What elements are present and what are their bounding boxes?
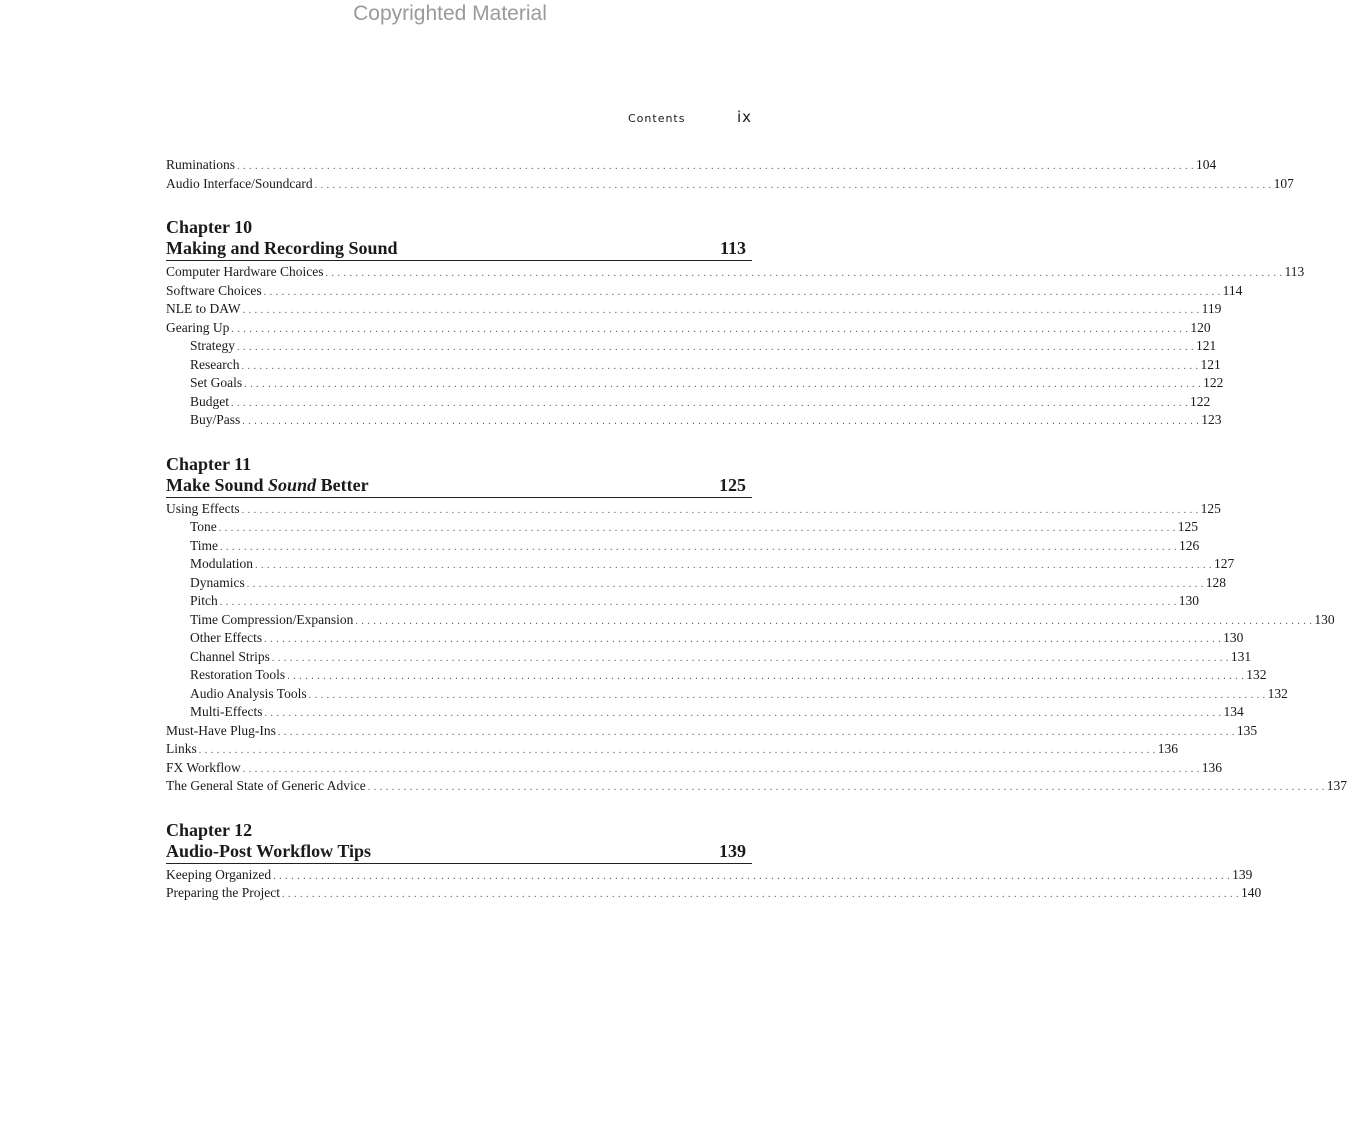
toc-entry-title: Audio Analysis Tools xyxy=(190,685,307,701)
toc-entry-title: Links xyxy=(166,741,197,756)
toc-entry[interactable] xyxy=(166,629,1244,648)
chapter-section xyxy=(166,453,1348,796)
toc-entry-page: 104 xyxy=(1196,157,1217,172)
toc-entry-page: 130 xyxy=(1178,593,1200,608)
chapter-title-row[interactable] xyxy=(166,474,752,498)
dot-leader: . . . . . . . . . . . . . . . . . . . . . . . . . . . . . . . . . . . . . . . . . . . . . . . . . . . . . . . . . . . . . . . . . . . . . . . . . . . . . . . . . . . . . . . . . . . . . . . . . . . . . . . . . . . . . . . . . . . . . . . . . . . . . . . . . . . . . . . . . . . . . . . . . . . . . . . . . . . . . . . . xyxy=(263,286,1221,298)
toc-entry-title: Strategy xyxy=(190,338,235,353)
toc-entry[interactable] xyxy=(166,518,1199,537)
toc-entry[interactable] xyxy=(166,175,1294,194)
dot-leader: . . . . . . . . . . . . . . . . . . . . . . . . . . . . . . . . . . . . . . . . . . . . . . . . . . . . . . . . . . . . . . . . . . . . . . . . . . . . . . . . . . . . . . . . . . . . . . . . . . . . . . . . . . . . . . . . . . . . . . . . . . . . . . . . . . . . . . . . . . . . . . . . . . . . . . . . . . . . . . . . xyxy=(242,416,1200,427)
toc-entry[interactable] xyxy=(166,777,1348,796)
toc-entry-title: Set Goals xyxy=(190,375,243,390)
running-head xyxy=(628,108,752,126)
toc-entry[interactable] xyxy=(166,574,1226,593)
toc-entry[interactable] xyxy=(166,411,1222,430)
toc-entry-title: Preparing the Project xyxy=(166,885,280,900)
toc-entry-page: 132 xyxy=(1246,667,1267,682)
toc-entry-page: 139 xyxy=(1232,866,1253,882)
toc-entry-title: Software Choices xyxy=(166,282,262,298)
toc-entry-page: 136 xyxy=(1201,759,1223,775)
dot-leader: . . . . . . . . . . . . . . . . . . . . . . . . . . . . . . . . . . . . . . . . . . . . . . . . . . . . . . . . . . . . . . . . . . . . . . . . . . . . . . . . . . . . . . . . . . . . . . . . . . . . . . . . . . . . . . . . . . . . . . . . . . . . . . . . . . . . . . . . . . . . . . . . . . . . . . . . . . . . . . . . xyxy=(237,342,1194,353)
toc-entry[interactable] xyxy=(166,356,1221,375)
toc-entry-title: Research xyxy=(190,356,240,372)
toc-entry-page: 132 xyxy=(1267,685,1288,701)
toc-entry-page: 137 xyxy=(1326,778,1348,793)
toc-entry-page: 127 xyxy=(1214,556,1235,571)
chapter-title: Making and Recording Sound xyxy=(166,238,398,258)
toc-entry[interactable] xyxy=(166,300,1222,319)
toc-entry[interactable] xyxy=(166,555,1235,574)
toc-entry-title: Dynamics xyxy=(190,574,245,590)
dot-leader: . . . . . . . . . . . . . . . . . . . . . . . . . . . . . . . . . . . . . . . . . . . . . . . . . . . . . . . . . . . . . . . . . . . . . . . . . . . . . . . . . . . . . . . . . . . . . . . . . . . . . . . . . . . . . . . . . . . . . . . . . . . . . . . . . . . . . . . . . . . . . . . . . . . . . . . . . . . . . . . . xyxy=(241,504,1199,516)
toc-entry[interactable] xyxy=(166,685,1288,704)
toc-entry-page: 130 xyxy=(1223,630,1244,645)
toc-entry-page: 128 xyxy=(1205,574,1226,590)
toc-entry-title: Restoration Tools xyxy=(190,667,286,682)
toc-entry-page: 135 xyxy=(1236,722,1258,738)
dot-leader: . . . . . . . . . . . . . . . . . . . . . . . . . . . . . . . . . . . . . . . . . . . . . . . . . . . . . . . . . . . . . . . . . . . . . . . . . . . . . . . . . . . . . . . . . . . . . . . . . . . . . . . . . . . . . . . . . . . . . . . . . . . . . . . . . . . . . . . . . . . . . . . . . . . . . . . . . . . . . . . . xyxy=(231,323,1189,335)
chapter-page: 125 xyxy=(719,474,746,495)
dot-leader: . . . . . . . . . . . . . . . . . . . . . . . . . . . . . . . . . . . . . . . . . . . . . . . . . . . . . . . . . . . . . . . . . . . . . . . . . . . . . . . . . . . . . . . . . . . . . . . . . . . . . . . . . . . . . . . . . . . . . . . . . . . . . . . . . . . . . . . . . . . . . . . . . . . . . . . . . . . . . . . . xyxy=(220,541,1178,553)
toc-entry[interactable] xyxy=(166,611,1335,630)
toc-entry[interactable] xyxy=(166,648,1252,667)
dot-leader: . . . . . . . . . . . . . . . . . . . . . . . . . . . . . . . . . . . . . . . . . . . . . . . . . . . . . . . . . . . . . . . . . . . . . . . . . . . . . . . . . . . . . . . . . . . . . . . . . . . . . . . . . . . . . . . . . . . . . . . . . . . . . . . . . . . . . . . . . . . . . . . . . . . . . . . . . . . . . . . . xyxy=(237,161,1195,172)
dot-leader: . . . . . . . . . . . . . . . . . . . . . . . . . . . . . . . . . . . . . . . . . . . . . . . . . . . . . . . . . . . . . . . . . . . . . . . . . . . . . . . . . . . . . . . . . . . . . . . . . . . . . . . . . . . . . . . . . . . . . . . . . . . . . . . . . . . . . . . . . . . . . . . . . . . . . . . . . . . . . . . . xyxy=(367,782,1325,793)
toc-entry[interactable] xyxy=(166,884,1262,903)
toc-entry-title: Other Effects xyxy=(190,630,263,645)
dot-leader: . . . . . . . . . . . . . . . . . . . . . . . . . . . . . . . . . . . . . . . . . . . . . . . . . . . . . . . . . . . . . . . . . . . . . . . . . . . . . . . . . . . . . . . . . . . . . . . . . . . . . . . . . . . . . . . . . . . . . . . . . . . . . . . . . . . . . . . . . . . . . . . . . . . . . . . . . . . . . . . . xyxy=(277,726,1235,738)
dot-leader: . . . . . . . . . . . . . . . . . . . . . . . . . . . . . . . . . . . . . . . . . . . . . . . . . . . . . . . . . . . . . . . . . . . . . . . . . . . . . . . . . . . . . . . . . . . . . . . . . . . . . . . . . . . . . . . . . . . . . . . . . . . . . . . . . . . . . . . . . . . . . . . . . . . . . . . . . . . . . . . . xyxy=(264,708,1222,719)
toc-entry-page: 130 xyxy=(1314,611,1335,627)
dot-leader: . . . . . . . . . . . . . . . . . . . . . . . . . . . . . . . . . . . . . . . . . . . . . . . . . . . . . . . . . . . . . . . . . . . . . . . . . . . . . . . . . . . . . . . . . . . . . . . . . . . . . . . . . . . . . . . . . . . . . . . . . . . . . . . . . . . . . . . . . . . . . . . . . . . . . . . . . . . . . . . . xyxy=(246,578,1204,590)
chapter-section xyxy=(166,217,1305,430)
toc-entry-title: Tone xyxy=(190,519,217,534)
toc-entry[interactable] xyxy=(166,759,1223,778)
toc-entry-title: Channel Strips xyxy=(190,648,270,664)
dot-leader: . . . . . . . . . . . . . . . . . . . . . . . . . . . . . . . . . . . . . . . . . . . . . . . . . . . . . . . . . . . . . . . . . . . . . . . . . . . . . . . . . . . . . . . . . . . . . . . . . . . . . . . . . . . . . . . . . . . . . . . . . . . . . . . . . . . . . . . . . . . . . . . . . . . . . . . . . . . . . . . . xyxy=(281,889,1239,900)
dot-leader: . . . . . . . . . . . . . . . . . . . . . . . . . . . . . . . . . . . . . . . . . . . . . . . . . . . . . . . . . . . . . . . . . . . . . . . . . . . . . . . . . . . . . . . . . . . . . . . . . . . . . . . . . . . . . . . . . . . . . . . . . . . . . . . . . . . . . . . . . . . . . . . . . . . . . . . . . . . . . . . . xyxy=(287,671,1245,682)
dot-leader: . . . . . . . . . . . . . . . . . . . . . . . . . . . . . . . . . . . . . . . . . . . . . . . . . . . . . . . . . . . . . . . . . . . . . . . . . . . . . . . . . . . . . . . . . . . . . . . . . . . . . . . . . . . . . . . . . . . . . . . . . . . . . . . . . . . . . . . . . . . . . . . . . . . . . . . . . . . . . . . . xyxy=(219,597,1177,608)
toc-entry-page: 136 xyxy=(1157,741,1179,756)
dot-leader: . . . . . . . . . . . . . . . . . . . . . . . . . . . . . . . . . . . . . . . . . . . . . . . . . . . . . . . . . . . . . . . . . . . . . . . . . . . . . . . . . . . . . . . . . . . . . . . . . . . . . . . . . . . . . . . . . . . . . . . . . . . . . . . . . . . . . . . . . . . . . . . . . . . . . . . . . . . . . . . . xyxy=(355,615,1313,627)
dot-leader: . . . . . . . . . . . . . . . . . . . . . . . . . . . . . . . . . . . . . . . . . . . . . . . . . . . . . . . . . . . . . . . . . . . . . . . . . . . . . . . . . . . . . . . . . . . . . . . . . . . . . . . . . . . . . . . . . . . . . . . . . . . . . . . . . . . . . . . . . . . . . . . . . . . . . . . . . . . . . . . . xyxy=(271,652,1229,664)
chapter-label: Chapter 11 xyxy=(166,453,252,474)
toc-entry[interactable] xyxy=(166,337,1217,356)
toc-entry-page: 125 xyxy=(1177,519,1199,534)
toc-entry-title: Must-Have Plug-Ins xyxy=(166,722,276,738)
chapter-title-row[interactable] xyxy=(166,237,752,261)
toc-entry[interactable] xyxy=(166,374,1224,393)
dot-leader: . . . . . . . . . . . . . . . . . . . . . . . . . . . . . . . . . . . . . . . . . . . . . . . . . . . . . . . . . . . . . . . . . . . . . . . . . . . . . . . . . . . . . . . . . . . . . . . . . . . . . . . . . . . . . . . . . . . . . . . . . . . . . . . . . . . . . . . . . . . . . . . . . . . . . . . . . . . . . . . . xyxy=(231,397,1188,409)
toc-entry-page: 114 xyxy=(1222,282,1243,298)
dot-leader: . . . . . . . . . . . . . . . . . . . . . . . . . . . . . . . . . . . . . . . . . . . . . . . . . . . . . . . . . . . . . . . . . . . . . . . . . . . . . . . . . . . . . . . . . . . . . . . . . . . . . . . . . . . . . . . . . . . . . . . . . . . . . . . . . . . . . . . . . . . . . . . . . . . . . . . . . . . . . . . . xyxy=(325,268,1283,279)
running-head-label: Contents xyxy=(628,112,686,125)
toc-entry-page: 121 xyxy=(1200,356,1221,372)
toc-entry-title: Keeping Organized xyxy=(166,866,272,882)
toc-entry[interactable] xyxy=(166,282,1243,301)
copyright-watermark: Copyrighted Material xyxy=(353,2,547,25)
toc-entry-title: Buy/Pass xyxy=(190,412,241,427)
toc-entry[interactable] xyxy=(166,156,1217,175)
chapter-page: 113 xyxy=(719,238,746,258)
toc-entry[interactable] xyxy=(166,319,1211,338)
toc-entry-page: 119 xyxy=(1201,301,1222,316)
toc-entry-title: Ruminations xyxy=(166,157,236,172)
toc-entry[interactable] xyxy=(166,866,1253,885)
toc-entry[interactable] xyxy=(166,592,1200,611)
toc-entry-title: The General State of Generic Advice xyxy=(166,778,366,793)
toc-entry-title: FX Workflow xyxy=(166,759,241,775)
chapter-label: Chapter 12 xyxy=(166,819,253,840)
dot-leader: . . . . . . . . . . . . . . . . . . . . . . . . . . . . . . . . . . . . . . . . . . . . . . . . . . . . . . . . . . . . . . . . . . . . . . . . . . . . . . . . . . . . . . . . . . . . . . . . . . . . . . . . . . . . . . . . . . . . . . . . . . . . . . . . . . . . . . . . . . . . . . . . . . . . . . . . . . . . . . . . xyxy=(218,523,1176,534)
chapter-title-emphasis: Sound xyxy=(268,474,317,495)
toc-entry-page: 122 xyxy=(1190,393,1211,409)
toc-entry-page: 125 xyxy=(1200,500,1221,516)
dot-leader: . . . . . . . . . . . . . . . . . . . . . . . . . . . . . . . . . . . . . . . . . . . . . . . . . . . . . . . . . . . . . . . . . . . . . . . . . . . . . . . . . . . . . . . . . . . . . . . . . . . . . . . . . . . . . . . . . . . . . . . . . . . . . . . . . . . . . . . . . . . . . . . . . . . . . . . . . . . . . . . . xyxy=(314,179,1272,191)
toc-entry[interactable] xyxy=(166,666,1267,685)
toc-entry-page: 122 xyxy=(1203,375,1224,390)
dot-leader: . . . . . . . . . . . . . . . . . . . . . . . . . . . . . . . . . . . . . . . . . . . . . . . . . . . . . . . . . . . . . . . . . . . . . . . . . . . . . . . . . . . . . . . . . . . . . . . . . . . . . . . . . . . . . . . . . . . . . . . . . . . . . . . . . . . . . . . . . . . . . . . . . . . . . . . . . . . . . . . . xyxy=(244,379,1202,390)
toc-entry-title: Multi-Effects xyxy=(190,704,263,719)
toc-entry-title: Modulation xyxy=(190,556,253,571)
toc-entry[interactable] xyxy=(166,537,1200,556)
toc-entry-title: Pitch xyxy=(190,593,218,608)
toc-entry-title: Using Effects xyxy=(166,500,240,516)
toc-entry[interactable] xyxy=(166,393,1211,412)
dot-leader: . . . . . . . . . . . . . . . . . . . . . . . . . . . . . . . . . . . . . . . . . . . . . . . . . . . . . . . . . . . . . . . . . . . . . . . . . . . . . . . . . . . . . . . . . . . . . . . . . . . . . . . . . . . . . . . . . . . . . . . . . . . . . . . . . . . . . . . . . . . . . . . . . . . . . . . . . . . . . . . . xyxy=(242,305,1200,316)
chapter-title-row[interactable] xyxy=(166,840,752,864)
chapter-title: Audio-Post Workflow Tips xyxy=(166,840,372,861)
chapter-section xyxy=(166,819,1262,903)
dot-leader: . . . . . . . . . . . . . . . . . . . . . . . . . . . . . . . . . . . . . . . . . . . . . . . . . . . . . . . . . . . . . . . . . . . . . . . . . . . . . . . . . . . . . . . . . . . . . . . . . . . . . . . . . . . . . . . . . . . . . . . . . . . . . . . . . . . . . . . . . . . . . . . . . . . . . . . . . . . . . . . . xyxy=(273,870,1231,882)
toc-entry[interactable] xyxy=(166,722,1258,741)
chapter-title: Make Sound Sound Better xyxy=(166,474,369,495)
chapter-page: 139 xyxy=(719,840,746,861)
chapter-label: Chapter 10 xyxy=(166,217,253,237)
toc-entry-title: Budget xyxy=(190,393,229,409)
toc-entry-title: Computer Hardware Choices xyxy=(166,264,324,279)
toc-entry[interactable] xyxy=(166,703,1244,722)
continued-entries xyxy=(166,156,1294,193)
dot-leader: . . . . . . . . . . . . . . . . . . . . . . . . . . . . . . . . . . . . . . . . . . . . . . . . . . . . . . . . . . . . . . . . . . . . . . . . . . . . . . . . . . . . . . . . . . . . . . . . . . . . . . . . . . . . . . . . . . . . . . . . . . . . . . . . . . . . . . . . . . . . . . . . . . . . . . . . . . . . . . . . xyxy=(264,634,1222,645)
toc-entry-title: NLE to DAW xyxy=(166,301,241,316)
toc-entry-page: 107 xyxy=(1273,175,1294,191)
toc-entry-title: Audio Interface/Soundcard xyxy=(166,175,313,191)
page-number: ix xyxy=(736,108,752,126)
toc-entry-page: 121 xyxy=(1196,338,1217,353)
toc-entry-title: Gearing Up xyxy=(166,319,230,335)
toc-entry[interactable] xyxy=(166,740,1179,759)
dot-leader: . . . . . . . . . . . . . . . . . . . . . . . . . . . . . . . . . . . . . . . . . . . . . . . . . . . . . . . . . . . . . . . . . . . . . . . . . . . . . . . . . . . . . . . . . . . . . . . . . . . . . . . . . . . . . . . . . . . . . . . . . . . . . . . . . . . . . . . . . . . . . . . . . . . . . . . . . . . . . . . . xyxy=(308,689,1266,701)
toc-entry-title: Time xyxy=(190,537,219,553)
toc-entry-page: 123 xyxy=(1201,412,1222,427)
toc-entry[interactable] xyxy=(166,263,1305,282)
toc-entry-page: 120 xyxy=(1190,319,1211,335)
dot-leader: . . . . . . . . . . . . . . . . . . . . . . . . . . . . . . . . . . . . . . . . . . . . . . . . . . . . . . . . . . . . . . . . . . . . . . . . . . . . . . . . . . . . . . . . . . . . . . . . . . . . . . . . . . . . . . . . . . . . . . . . . . . . . . . . . . . . . . . . . . . . . . . . . . . . . . . . . . . . . . . . xyxy=(255,560,1212,571)
dot-leader: . . . . . . . . . . . . . . . . . . . . . . . . . . . . . . . . . . . . . . . . . . . . . . . . . . . . . . . . . . . . . . . . . . . . . . . . . . . . . . . . . . . . . . . . . . . . . . . . . . . . . . . . . . . . . . . . . . . . . . . . . . . . . . . . . . . . . . . . . . . . . . . . . . . . . . . . . . . . . . . . xyxy=(241,360,1199,372)
toc-entry-page: 134 xyxy=(1223,704,1244,719)
table-of-contents xyxy=(166,156,1348,903)
toc-entry-page: 113 xyxy=(1284,264,1305,279)
toc-entry-title: Time Compression/Expansion xyxy=(190,611,354,627)
toc-entry-page: 140 xyxy=(1240,885,1262,900)
toc-entry[interactable] xyxy=(166,500,1221,519)
toc-entry-page: 131 xyxy=(1230,648,1252,664)
dot-leader: . . . . . . . . . . . . . . . . . . . . . . . . . . . . . . . . . . . . . . . . . . . . . . . . . . . . . . . . . . . . . . . . . . . . . . . . . . . . . . . . . . . . . . . . . . . . . . . . . . . . . . . . . . . . . . . . . . . . . . . . . . . . . . . . . . . . . . . . . . . . . . . . . . . . . . . . . . . . . . . . xyxy=(242,763,1200,775)
dot-leader: . . . . . . . . . . . . . . . . . . . . . . . . . . . . . . . . . . . . . . . . . . . . . . . . . . . . . . . . . . . . . . . . . . . . . . . . . . . . . . . . . . . . . . . . . . . . . . . . . . . . . . . . . . . . . . . . . . . . . . . . . . . . . . . . . . . . . . . . . . . . . . . . . . . . . . . . . . . . . . . . xyxy=(198,745,1156,756)
toc-entry-page: 126 xyxy=(1179,537,1200,553)
